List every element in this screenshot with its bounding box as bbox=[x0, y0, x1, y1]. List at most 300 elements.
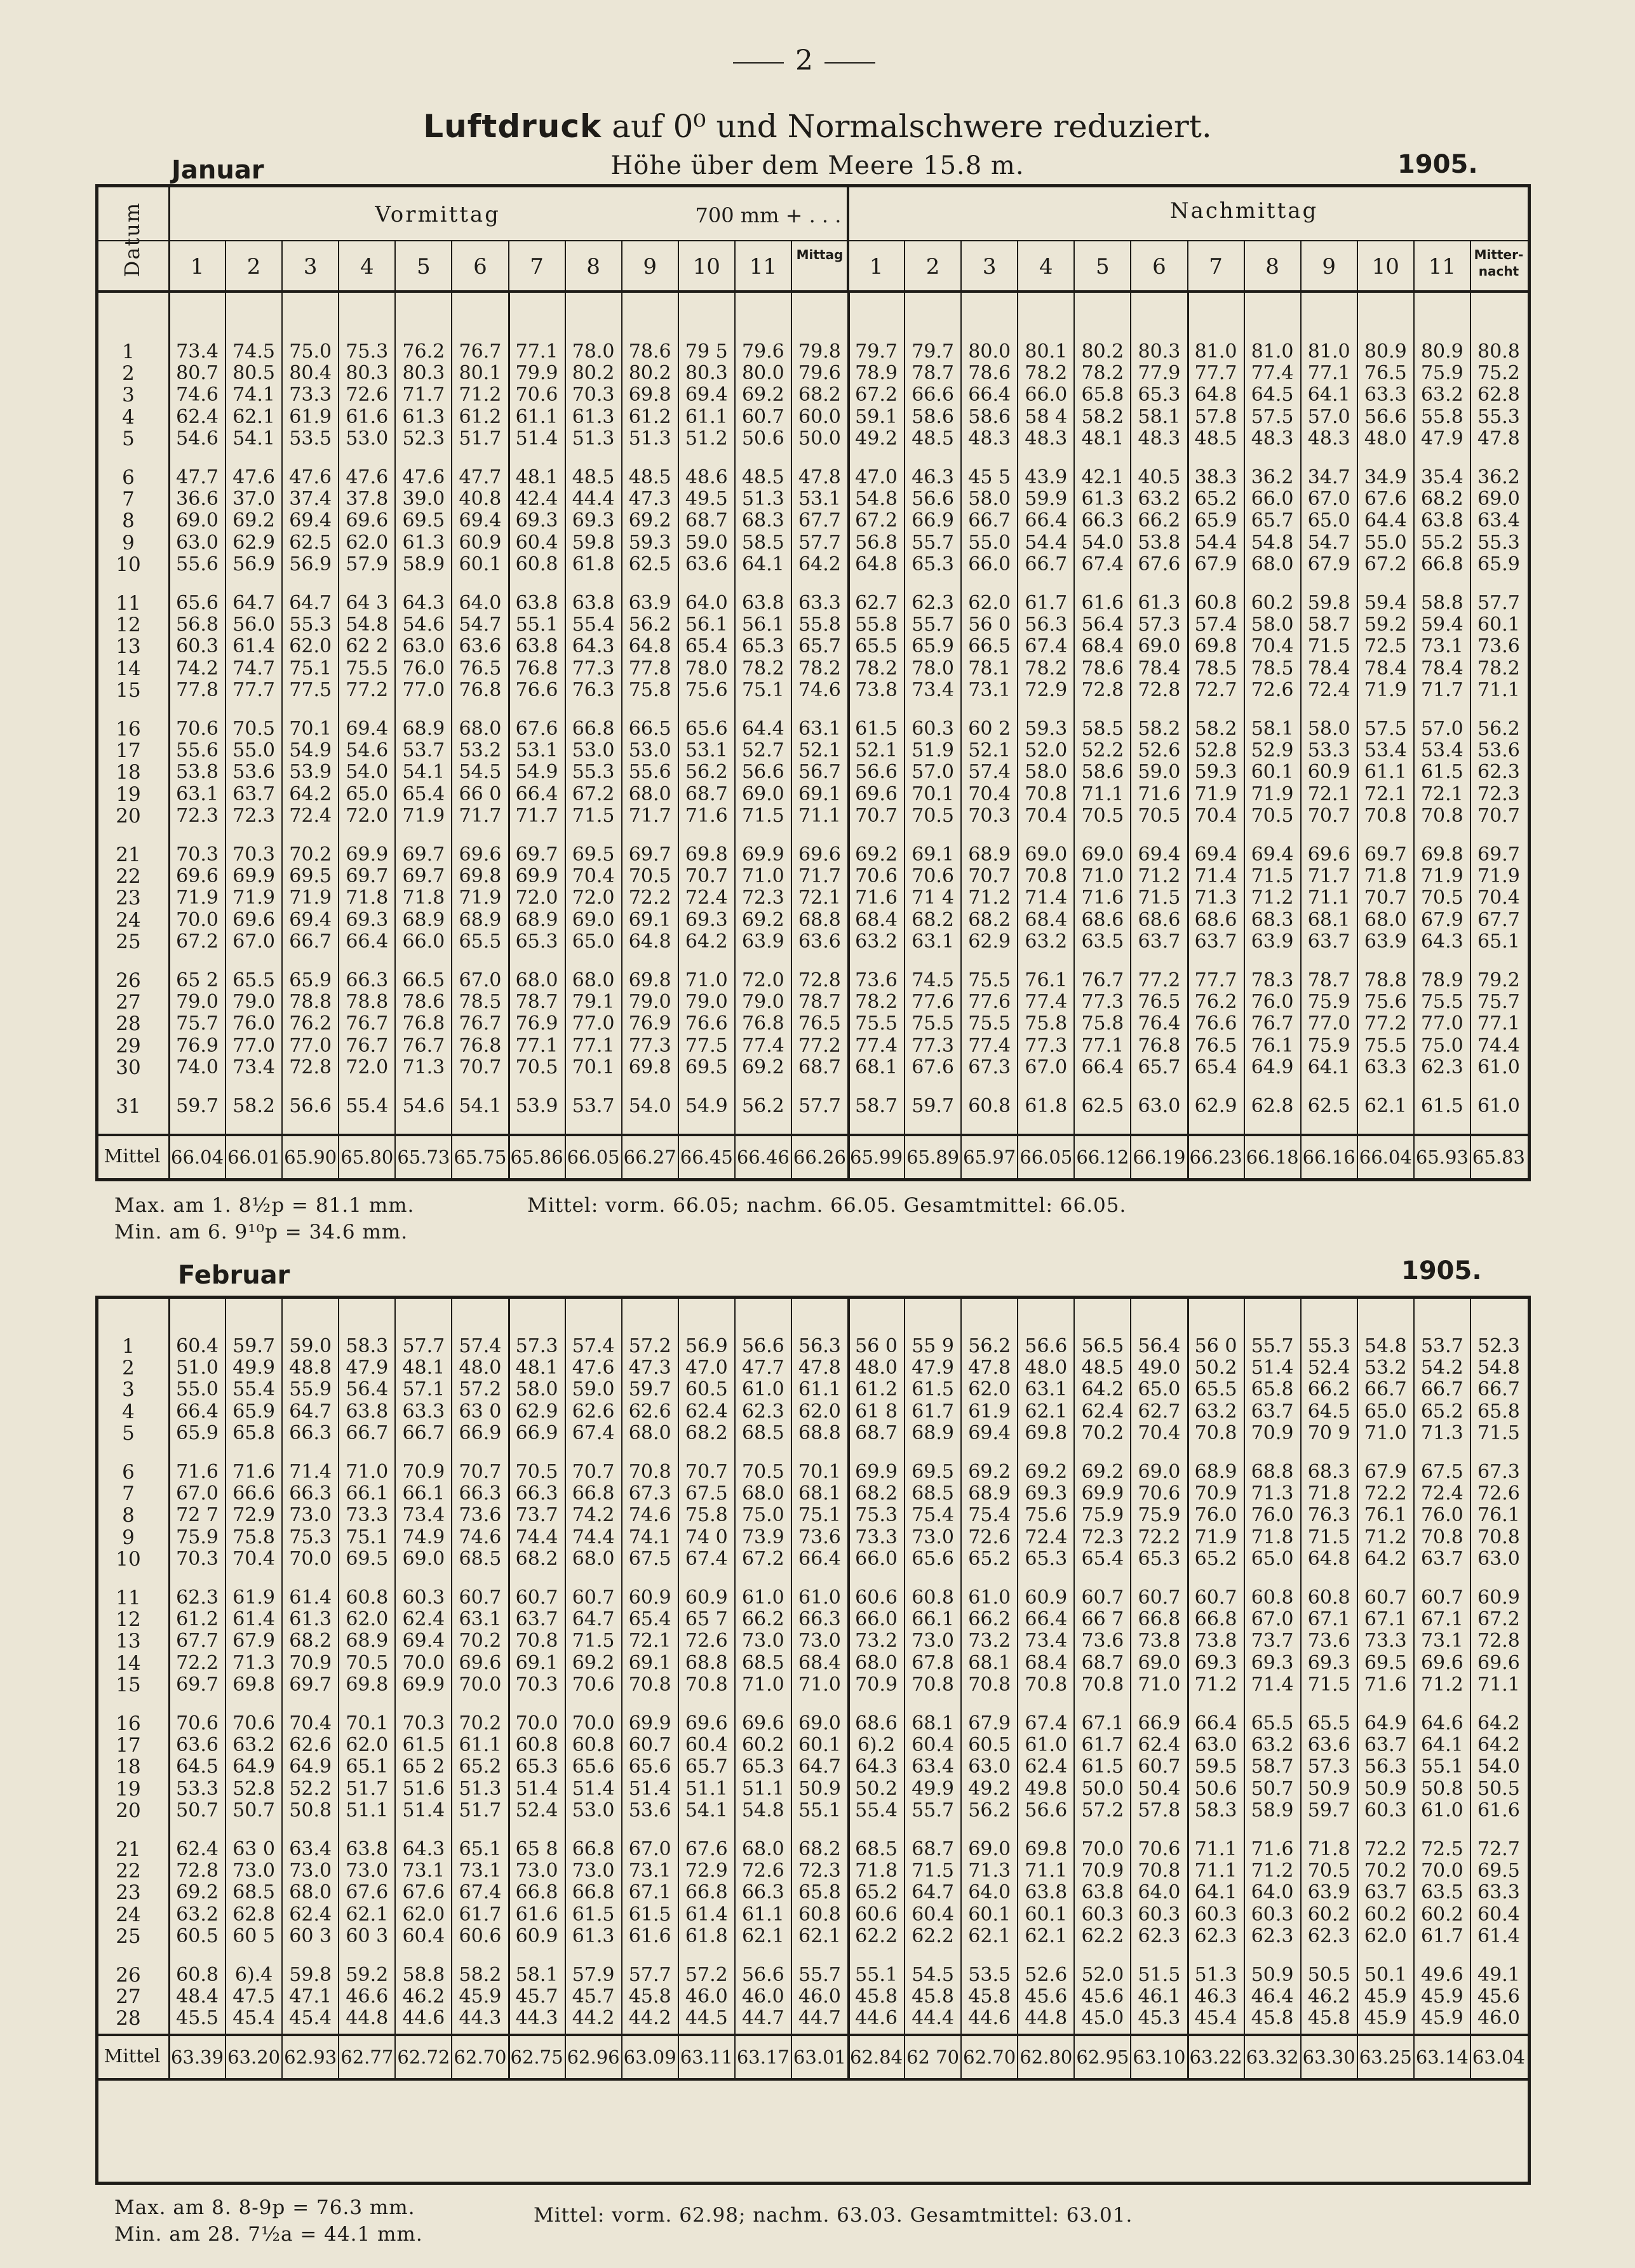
pressure-value: 73.4 bbox=[912, 678, 955, 701]
pressure-value: 61.8 bbox=[685, 1924, 728, 1947]
pressure-value: 48.0 bbox=[855, 1357, 898, 1379]
mean-value: 65.86 bbox=[510, 1146, 563, 1168]
day-number: 22 bbox=[116, 1860, 141, 1883]
pressure-value: 63.4 bbox=[1477, 509, 1520, 532]
pressure-value: 73.0 bbox=[912, 1526, 955, 1548]
pressure-value: 73.2 bbox=[855, 1630, 898, 1653]
pressure-value: 70.3 bbox=[402, 1712, 445, 1735]
pressure-value: 54.1 bbox=[459, 1095, 502, 1117]
pressure-value: 60.9 bbox=[628, 1587, 671, 1609]
pressure-value: 64.3 bbox=[855, 1755, 898, 1778]
pressure-value: 69.0 bbox=[1477, 488, 1520, 511]
pressure-value: 63.1 bbox=[912, 930, 955, 953]
hour-header-pm-mitter-nacht: Mitter- nacht bbox=[1474, 247, 1524, 279]
pressure-value: 44.2 bbox=[628, 2007, 671, 2030]
pressure-value: 69.2 bbox=[741, 1056, 784, 1078]
hour-header-am-10: 10 bbox=[692, 254, 720, 279]
pressure-value: 65.9 bbox=[176, 1421, 219, 1444]
pressure-value: 53.1 bbox=[515, 739, 558, 762]
pressure-value: 49.2 bbox=[968, 1777, 1011, 1800]
pressure-value: 65.2 bbox=[1420, 1400, 1463, 1423]
pressure-value: 65.8 bbox=[798, 1881, 841, 1904]
pressure-value: 72.0 bbox=[346, 1056, 389, 1078]
pressure-value: 71.8 bbox=[855, 1860, 898, 1882]
pressure-value: 79.7 bbox=[912, 340, 955, 363]
pressure-value: 56.6 bbox=[855, 761, 898, 784]
day-number: 3 bbox=[122, 1378, 135, 1402]
pressure-value: 68.0 bbox=[741, 1482, 784, 1505]
pressure-value: 72.1 bbox=[1420, 782, 1463, 805]
pressure-value: 68.6 bbox=[1081, 908, 1124, 931]
pressure-value: 53.4 bbox=[1364, 739, 1407, 762]
pressure-value: 68.2 bbox=[798, 1838, 841, 1860]
pressure-value: 76.2 bbox=[402, 340, 445, 363]
pressure-value: 37.8 bbox=[346, 488, 389, 511]
pressure-value: 70.4 bbox=[1477, 887, 1520, 909]
pressure-value: 73.6 bbox=[459, 1504, 502, 1527]
pressure-value: 60.4 bbox=[912, 1734, 955, 1757]
mean-value: 62.93 bbox=[284, 2046, 337, 2068]
pressure-value: 76.0 bbox=[1194, 1504, 1237, 1527]
year-label-january: 1905. bbox=[1397, 150, 1478, 179]
day-number: 31 bbox=[116, 1095, 141, 1118]
pressure-value: 65.6 bbox=[572, 1755, 615, 1778]
pressure-value: 67.2 bbox=[1477, 1608, 1520, 1631]
pressure-value: 62.0 bbox=[968, 1378, 1011, 1401]
day-number: 9 bbox=[122, 531, 135, 554]
pressure-value: 45.6 bbox=[1477, 1985, 1520, 2008]
pressure-value: 65.8 bbox=[232, 1421, 276, 1444]
pressure-value: 63.4 bbox=[289, 1838, 332, 1860]
pressure-value: 74.5 bbox=[912, 969, 955, 991]
pressure-value: 76.7 bbox=[459, 1012, 502, 1035]
pressure-value: 71.7 bbox=[515, 804, 558, 827]
mean-value: 63.04 bbox=[1472, 2046, 1525, 2068]
pressure-value: 57.7 bbox=[628, 1964, 671, 1986]
hour-header-rule bbox=[791, 241, 792, 292]
pressure-value: 54.8 bbox=[346, 614, 389, 636]
pressure-value: 50.8 bbox=[1420, 1777, 1463, 1800]
pressure-value: 70.8 bbox=[685, 1673, 728, 1696]
pressure-value: 61.1 bbox=[685, 405, 728, 428]
day-number: 16 bbox=[116, 718, 141, 741]
pressure-value: 69.6 bbox=[741, 1712, 784, 1735]
pressure-value: 65.4 bbox=[402, 782, 445, 805]
pressure-value: 67.2 bbox=[1364, 553, 1407, 575]
pressure-value: 70.2 bbox=[1364, 1860, 1407, 1882]
pressure-value: 65.5 bbox=[232, 969, 276, 991]
pressure-value: 54.1 bbox=[232, 427, 276, 450]
pressure-value: 60.9 bbox=[1025, 1587, 1068, 1609]
pressure-value: 65.3 bbox=[515, 1755, 558, 1778]
mean-row-top-rule bbox=[95, 2034, 1531, 2036]
pressure-value: 68.1 bbox=[912, 1712, 955, 1735]
pressure-value: 55.3 bbox=[572, 761, 615, 784]
pressure-value: 71.9 bbox=[1364, 678, 1407, 701]
pressure-value: 54.0 bbox=[346, 761, 389, 784]
pressure-value: 69.6 bbox=[1477, 1651, 1520, 1674]
pressure-value: 53.0 bbox=[572, 1799, 615, 1822]
pressure-value: 75.9 bbox=[1307, 991, 1350, 1014]
pressure-value: 59.4 bbox=[1420, 614, 1463, 636]
mean-value: 62.77 bbox=[340, 2046, 394, 2068]
pressure-value: 60.7 bbox=[1420, 1587, 1463, 1609]
pressure-value: 36.2 bbox=[1477, 466, 1520, 488]
pressure-value: 63.0 bbox=[1138, 1095, 1181, 1117]
pressure-value: 55.8 bbox=[798, 614, 841, 636]
pressure-value: 76.8 bbox=[459, 678, 502, 701]
pressure-value: 53.0 bbox=[572, 739, 615, 762]
pressure-value: 66.3 bbox=[798, 1608, 841, 1631]
pressure-value: 64.2 bbox=[1081, 1378, 1124, 1401]
pressure-value: 44.7 bbox=[798, 2007, 841, 2030]
hour-header-rule bbox=[1300, 241, 1302, 292]
pressure-value: 69.2 bbox=[572, 1651, 615, 1674]
pressure-value: 64.7 bbox=[232, 592, 276, 614]
pressure-value: 55.4 bbox=[232, 1378, 276, 1401]
pressure-value: 63.3 bbox=[798, 592, 841, 614]
pressure-value: 72.2 bbox=[176, 1651, 219, 1674]
pressure-value: 62.7 bbox=[855, 592, 898, 614]
pressure-value: 71.5 bbox=[1138, 887, 1181, 909]
pressure-value: 62.4 bbox=[402, 1608, 445, 1631]
pressure-value: 57.5 bbox=[1251, 405, 1294, 428]
pressure-value: 59.7 bbox=[232, 1335, 276, 1357]
pressure-value: 63.3 bbox=[402, 1400, 445, 1423]
pressure-value: 62.7 bbox=[1138, 1400, 1181, 1423]
pressure-value: 51.6 bbox=[402, 1777, 445, 1800]
pressure-value: 70.5 bbox=[912, 804, 955, 827]
pressure-value: 50.7 bbox=[1251, 1777, 1294, 1800]
pressure-value: 62.5 bbox=[1307, 1095, 1350, 1117]
pressure-value: 54.8 bbox=[1364, 1335, 1407, 1357]
pressure-value: 68.8 bbox=[685, 1651, 728, 1674]
pressure-value: 78.4 bbox=[1138, 657, 1181, 680]
pressure-value: 69.2 bbox=[855, 843, 898, 866]
pressure-value: 77.7 bbox=[1194, 969, 1237, 991]
pressure-value: 71.2 bbox=[968, 887, 1011, 909]
pressure-value: 66 0 bbox=[459, 782, 502, 805]
pressure-value: 50.0 bbox=[798, 427, 841, 450]
pressure-value: 72.2 bbox=[1364, 1482, 1407, 1505]
pressure-value: 62.4 bbox=[289, 1903, 332, 1926]
pressure-value: 58.9 bbox=[1251, 1799, 1294, 1822]
day-number: 2 bbox=[122, 362, 135, 386]
pressure-value: 75.9 bbox=[1420, 362, 1463, 385]
day-number: 20 bbox=[116, 804, 141, 828]
pressure-value: 72.7 bbox=[1194, 678, 1237, 701]
pressure-value: 68.0 bbox=[515, 969, 558, 991]
pressure-value: 46.0 bbox=[741, 1985, 784, 2008]
pressure-value: 66.7 bbox=[346, 1421, 389, 1444]
pressure-value: 45.7 bbox=[572, 1985, 615, 2008]
pressure-value: 78.4 bbox=[1420, 657, 1463, 680]
pressure-value: 65.9 bbox=[912, 635, 955, 658]
pressure-value: 60.3 bbox=[912, 718, 955, 740]
pressure-value: 64.2 bbox=[289, 782, 332, 805]
pressure-value: 66.8 bbox=[1420, 553, 1463, 575]
pressure-value: 62.4 bbox=[685, 1400, 728, 1423]
pressure-value: 72.2 bbox=[1138, 1526, 1181, 1548]
pressure-value: 58.6 bbox=[1081, 761, 1124, 784]
month-label-february: Februar bbox=[178, 1261, 290, 1290]
pressure-value: 63.8 bbox=[346, 1400, 389, 1423]
mean-value: 62.96 bbox=[567, 2046, 620, 2068]
pressure-value: 56.2 bbox=[1477, 718, 1520, 740]
pressure-value: 54.5 bbox=[459, 761, 502, 784]
pressure-value: 51.3 bbox=[1194, 1964, 1237, 1986]
mean-value: 62.70 bbox=[454, 2046, 507, 2068]
day-number: 5 bbox=[122, 1421, 135, 1445]
pressure-value: 47.7 bbox=[459, 466, 502, 488]
pressure-value: 77.6 bbox=[968, 991, 1011, 1014]
pressure-value: 65.3 bbox=[1025, 1547, 1068, 1570]
pressure-value: 61.2 bbox=[459, 405, 502, 428]
pressure-value: 58.2 bbox=[1081, 405, 1124, 428]
pressure-value: 66.8 bbox=[572, 1838, 615, 1860]
pressure-value: 60.6 bbox=[459, 1924, 502, 1947]
pressure-value: 80.9 bbox=[1364, 340, 1407, 363]
pressure-value: 69.4 bbox=[289, 908, 332, 931]
mean-value: 66.45 bbox=[680, 1146, 733, 1168]
pressure-value: 69.2 bbox=[176, 1881, 219, 1904]
hour-header-am-5: 5 bbox=[417, 254, 431, 279]
pressure-value: 65.5 bbox=[459, 930, 502, 953]
pressure-value: 69.1 bbox=[628, 908, 671, 931]
pressure-value: 56.3 bbox=[1364, 1755, 1407, 1778]
pressure-value: 75.6 bbox=[1364, 991, 1407, 1014]
pressure-value: 68.6 bbox=[1194, 908, 1237, 931]
pressure-value: 70.2 bbox=[1081, 1421, 1124, 1444]
pressure-value: 67.7 bbox=[176, 1630, 219, 1653]
pressure-value: 78.5 bbox=[1251, 657, 1294, 680]
mean-value: 66.26 bbox=[793, 1146, 846, 1168]
pressure-value: 65.5 bbox=[1307, 1712, 1350, 1735]
day-number: 22 bbox=[116, 865, 141, 889]
day-number: 21 bbox=[116, 843, 141, 866]
hour-header-rule bbox=[451, 241, 452, 292]
day-number: 15 bbox=[116, 1673, 141, 1696]
pressure-value: 67.9 bbox=[1364, 1461, 1407, 1483]
pressure-value: 67.2 bbox=[572, 782, 615, 805]
pressure-value: 56.9 bbox=[289, 553, 332, 575]
pressure-value: 59.3 bbox=[628, 531, 671, 554]
pressure-value: 69.4 bbox=[289, 509, 332, 532]
pressure-value: 62.1 bbox=[346, 1903, 389, 1926]
pressure-value: 57.7 bbox=[798, 1095, 841, 1117]
pressure-value: 80.3 bbox=[402, 362, 445, 385]
pressure-value: 78.7 bbox=[912, 362, 955, 385]
pressure-value: 57.7 bbox=[402, 1335, 445, 1357]
pressure-value: 77.1 bbox=[1477, 1012, 1520, 1035]
pressure-value: 63.7 bbox=[1420, 1547, 1463, 1570]
pressure-value: 47.7 bbox=[741, 1357, 784, 1379]
pressure-value: 74.6 bbox=[176, 384, 219, 406]
pressure-value: 73.1 bbox=[968, 678, 1011, 701]
pressure-value: 47.6 bbox=[289, 466, 332, 488]
pressure-value: 68.5 bbox=[232, 1881, 276, 1904]
pressure-value: 71.9 bbox=[1251, 782, 1294, 805]
pressure-value: 56.6 bbox=[741, 1964, 784, 1986]
pressure-value: 44.6 bbox=[855, 2007, 898, 2030]
pressure-value: 63.5 bbox=[1081, 930, 1124, 953]
pressure-value: 62.5 bbox=[628, 553, 671, 575]
pressure-value: 70.9 bbox=[402, 1461, 445, 1483]
pressure-value: 75.5 bbox=[855, 1012, 898, 1035]
pressure-value: 51.1 bbox=[741, 1777, 784, 1800]
pressure-value: 80.5 bbox=[232, 362, 276, 385]
pressure-value: 54.8 bbox=[741, 1799, 784, 1822]
pressure-value: 69.5 bbox=[346, 1547, 389, 1570]
pressure-value: 70.6 bbox=[912, 865, 955, 888]
pressure-value: 47.6 bbox=[232, 466, 276, 488]
pressure-value: 61.7 bbox=[459, 1903, 502, 1926]
mean-value: 63.20 bbox=[227, 2046, 281, 2068]
day-number: 25 bbox=[116, 930, 141, 953]
pressure-value: 69.6 bbox=[855, 782, 898, 805]
pressure-value: 70.8 bbox=[1194, 1421, 1237, 1444]
pressure-value: 76.9 bbox=[176, 1034, 219, 1057]
pressure-value: 75.4 bbox=[912, 1504, 955, 1527]
forenoon-header: Vormittag bbox=[375, 202, 501, 227]
pressure-value: 60.4 bbox=[176, 1335, 219, 1357]
pressure-value: 73.8 bbox=[1138, 1630, 1181, 1653]
pressure-value: 70.6 bbox=[1138, 1838, 1181, 1860]
mean-value: 65.90 bbox=[284, 1146, 337, 1168]
pressure-value: 54.0 bbox=[1081, 531, 1124, 554]
pressure-value: 52.6 bbox=[1138, 739, 1181, 762]
pressure-value: 74.2 bbox=[572, 1504, 615, 1527]
pressure-value: 67.4 bbox=[685, 1547, 728, 1570]
pressure-value: 55.0 bbox=[232, 739, 276, 762]
pressure-value: 69.8 bbox=[232, 1673, 276, 1696]
pressure-value: 64.0 bbox=[685, 592, 728, 614]
pressure-value: 64.1 bbox=[741, 553, 784, 575]
day-number: 23 bbox=[116, 887, 141, 910]
hour-header-am-2: 2 bbox=[246, 254, 261, 279]
hour-header-am-4: 4 bbox=[360, 254, 374, 279]
pressure-value: 50.9 bbox=[1307, 1777, 1350, 1800]
pressure-value: 70.7 bbox=[1477, 804, 1520, 827]
pressure-value: 70.7 bbox=[968, 865, 1011, 888]
pressure-value: 52.8 bbox=[232, 1777, 276, 1800]
pressure-value: 65.5 bbox=[1194, 1378, 1237, 1401]
pressure-value: 64.9 bbox=[289, 1755, 332, 1778]
pressure-value: 64.9 bbox=[232, 1755, 276, 1778]
pressure-value: 57.3 bbox=[1307, 1755, 1350, 1778]
pressure-value: 53.6 bbox=[232, 761, 276, 784]
pressure-value: 45.9 bbox=[1420, 2007, 1463, 2030]
pressure-value: 53.6 bbox=[628, 1799, 671, 1822]
pressure-value: 68.1 bbox=[1307, 908, 1350, 931]
pressure-value: 71.2 bbox=[1364, 1526, 1407, 1548]
pressure-value: 45.9 bbox=[1420, 1985, 1463, 2008]
pressure-value: 63.3 bbox=[1364, 384, 1407, 406]
pressure-value: 72.3 bbox=[741, 887, 784, 909]
pressure-value: 72.1 bbox=[798, 887, 841, 909]
pressure-value: 69.6 bbox=[459, 843, 502, 866]
pressure-value: 46.0 bbox=[1477, 2007, 1520, 2030]
pressure-value: 74.6 bbox=[798, 678, 841, 701]
pressure-value: 68.0 bbox=[289, 1881, 332, 1904]
pressure-value: 70.6 bbox=[572, 1673, 615, 1696]
pressure-value: 71.7 bbox=[1307, 865, 1350, 888]
pressure-value: 64.0 bbox=[1251, 1881, 1294, 1904]
pressure-value: 79 5 bbox=[685, 340, 728, 363]
pressure-value: 71.5 bbox=[1307, 1673, 1350, 1696]
pressure-value: 69.9 bbox=[628, 1712, 671, 1735]
pressure-value: 67.4 bbox=[1025, 1712, 1068, 1735]
hour-header-rule bbox=[1017, 241, 1018, 292]
pressure-value: 69.6 bbox=[459, 1651, 502, 1674]
pressure-value: 71.3 bbox=[1194, 887, 1237, 909]
pressure-value: 67.4 bbox=[1081, 553, 1124, 575]
pressure-value: 69.7 bbox=[1477, 843, 1520, 866]
pressure-value: 69.5 bbox=[685, 1056, 728, 1078]
day-number: 19 bbox=[116, 782, 141, 806]
pressure-value: 60 2 bbox=[968, 718, 1011, 740]
pressure-value: 70.5 bbox=[1251, 804, 1294, 827]
pressure-value: 56.0 bbox=[232, 614, 276, 636]
pressure-value: 73.8 bbox=[1194, 1630, 1237, 1653]
hour-header-am-9: 9 bbox=[643, 254, 657, 279]
mean-value: 65.97 bbox=[963, 1146, 1016, 1168]
pressure-value: 70.4 bbox=[968, 782, 1011, 805]
pressure-value: 56.1 bbox=[741, 614, 784, 636]
pressure-value: 62.1 bbox=[1364, 1095, 1407, 1117]
pressure-value: 65.3 bbox=[912, 553, 955, 575]
pressure-value: 55.8 bbox=[1420, 405, 1463, 428]
pressure-value: 61.9 bbox=[968, 1400, 1011, 1423]
pressure-value: 48.1 bbox=[515, 466, 558, 488]
pressure-value: 55.4 bbox=[855, 1799, 898, 1822]
pressure-value: 52.2 bbox=[289, 1777, 332, 1800]
pressure-value: 59.7 bbox=[912, 1095, 955, 1117]
pressure-value: 66.8 bbox=[572, 1881, 615, 1904]
pressure-value: 66.7 bbox=[1477, 1378, 1520, 1401]
mean-value: 63.01 bbox=[793, 2046, 846, 2068]
pressure-value: 51.9 bbox=[912, 739, 955, 762]
pressure-value: 56.6 bbox=[1025, 1799, 1068, 1822]
pressure-value: 71.1 bbox=[1025, 1860, 1068, 1882]
pressure-value: 61.6 bbox=[515, 1903, 558, 1926]
pressure-value: 70.7 bbox=[685, 865, 728, 888]
pressure-value: 71.6 bbox=[855, 887, 898, 909]
pressure-value: 63.8 bbox=[1420, 509, 1463, 532]
pressure-value: 69.0 bbox=[176, 509, 219, 532]
pressure-value: 64.0 bbox=[459, 592, 502, 614]
pressure-value: 81.0 bbox=[1194, 340, 1237, 363]
pressure-value: 55.1 bbox=[1420, 1755, 1463, 1778]
pressure-value: 63.1 bbox=[798, 718, 841, 740]
pressure-value: 61.6 bbox=[346, 405, 389, 428]
pressure-value: 62.3 bbox=[1194, 1924, 1237, 1947]
pressure-value: 51.7 bbox=[459, 1799, 502, 1822]
pressure-value: 68.8 bbox=[798, 1421, 841, 1444]
pressure-value: 53.9 bbox=[515, 1095, 558, 1117]
pressure-value: 77.5 bbox=[289, 678, 332, 701]
pressure-value: 60.2 bbox=[741, 1734, 784, 1757]
pressure-value: 60.1 bbox=[1251, 761, 1294, 784]
pressure-value: 45.8 bbox=[1251, 2007, 1294, 2030]
pressure-value: 78.2 bbox=[855, 991, 898, 1014]
pressure-value: 55.0 bbox=[176, 1378, 219, 1401]
pressure-value: 78.2 bbox=[1025, 362, 1068, 385]
pressure-value: 53.1 bbox=[685, 739, 728, 762]
pressure-value: 62.9 bbox=[1194, 1095, 1237, 1117]
pressure-value: 60.9 bbox=[685, 1587, 728, 1609]
pressure-value: 65.7 bbox=[685, 1755, 728, 1778]
